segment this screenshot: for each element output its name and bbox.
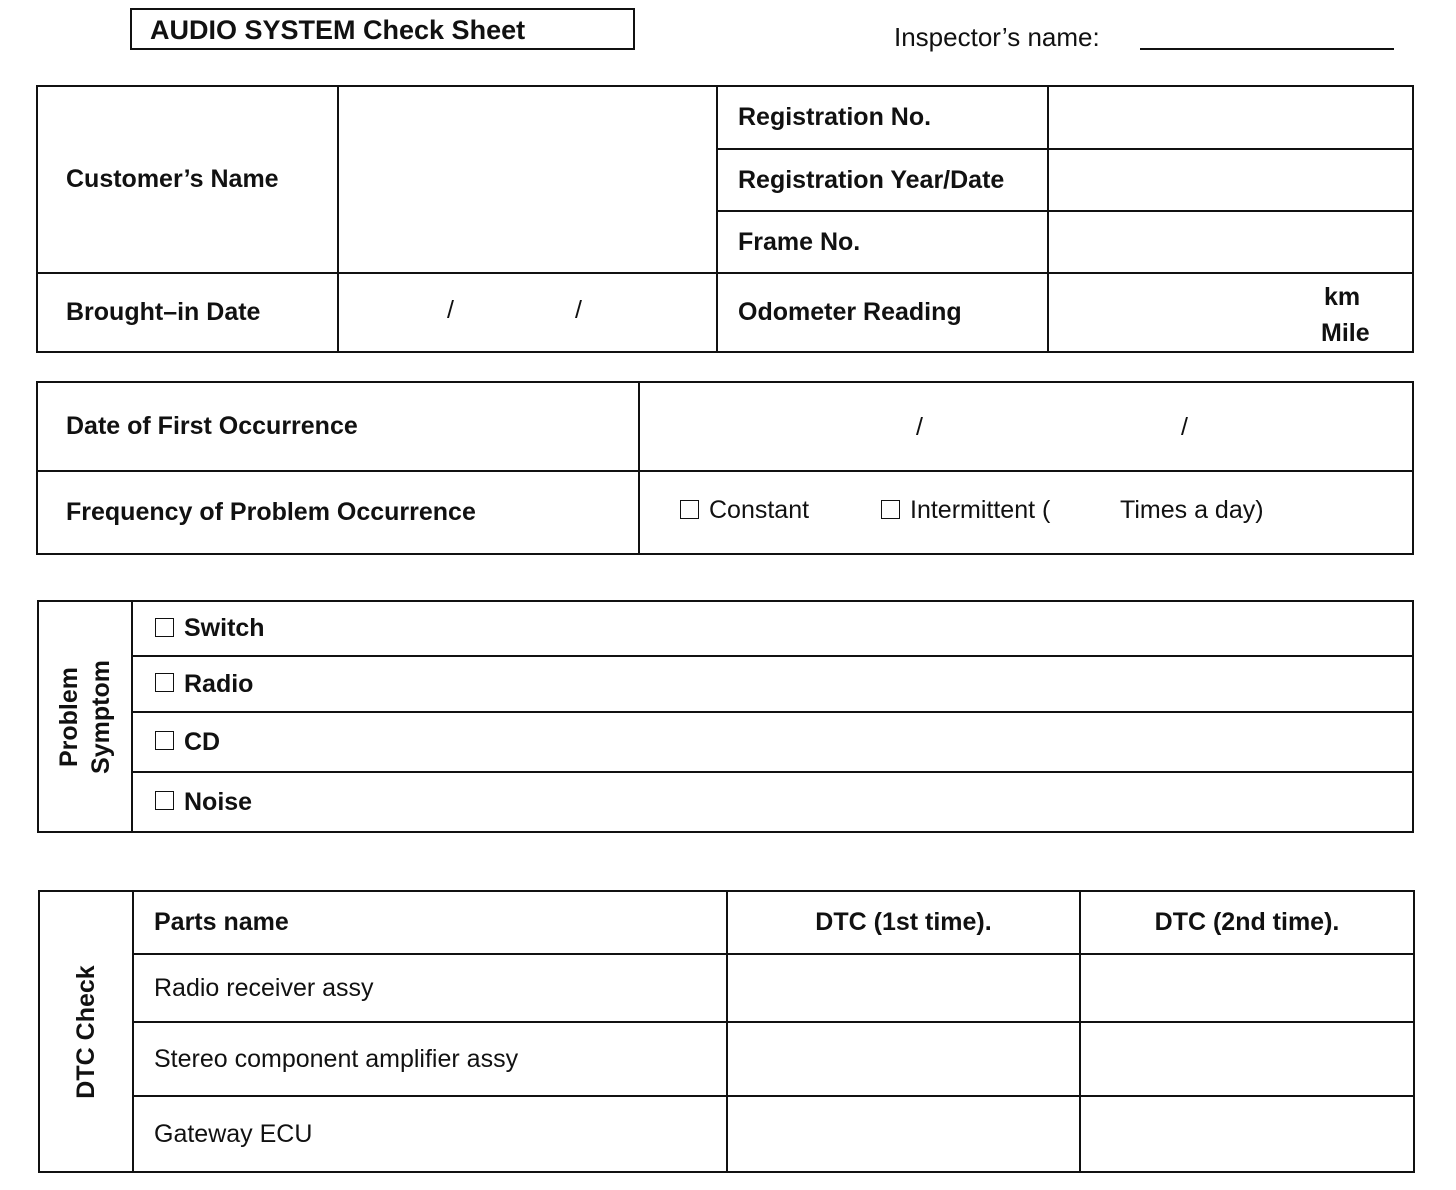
col-header-parts: Parts name (133, 891, 727, 954)
dtc1-field[interactable] (727, 1022, 1080, 1096)
symptom-label: Noise (184, 787, 253, 816)
dtc-check-label: DTC Check (72, 964, 100, 1099)
frame-no-field[interactable] (1048, 211, 1413, 273)
registration-no-field[interactable] (1048, 86, 1413, 149)
part-name-cell: Gateway ECU (133, 1096, 727, 1172)
sheet-title: AUDIO SYSTEM Check Sheet (130, 8, 635, 50)
dtc-check-table (38, 890, 1415, 1173)
intermittent-option[interactable] (881, 496, 1050, 525)
symptom-label: Switch (184, 614, 265, 642)
registration-year-field[interactable] (1048, 149, 1413, 211)
intermittent-label: Intermittent ( (910, 496, 1051, 524)
noise-checkbox[interactable] (155, 791, 174, 810)
registration-year-label: Registration Year/Date (717, 149, 1048, 211)
table-row (39, 1022, 1414, 1096)
customer-name-field[interactable] (338, 86, 717, 273)
section-label-line2: Symptom (87, 659, 115, 774)
dtc2-field[interactable] (1080, 954, 1414, 1022)
constant-label: Constant (709, 496, 810, 524)
date-separator: / (447, 296, 454, 324)
table-row (39, 954, 1414, 1022)
dtc1-field[interactable] (727, 954, 1080, 1022)
problem-symptom-section (38, 601, 132, 832)
constant-checkbox[interactable] (680, 500, 699, 519)
customer-name-label: Customer’s Name (37, 86, 338, 273)
date-separator: / (1181, 413, 1188, 441)
odometer-label: Odometer Reading (717, 273, 1048, 352)
switch-checkbox[interactable] (155, 618, 174, 637)
section-label-line1: Problem (55, 666, 83, 767)
symptom-item-radio[interactable] (132, 656, 1413, 712)
frequency-label: Frequency of Problem Occurrence (37, 471, 639, 554)
table-row (39, 1096, 1414, 1172)
occurrence-table (36, 381, 1414, 555)
odometer-field[interactable] (1048, 273, 1413, 352)
radio-checkbox[interactable] (155, 673, 174, 692)
times-a-day-label: Times a day) (1120, 496, 1264, 524)
dtc-check-section (39, 891, 133, 1172)
dtc2-field[interactable] (1080, 1022, 1414, 1096)
inspector-name-field[interactable] (1140, 48, 1394, 50)
symptom-label: Radio (184, 669, 254, 698)
symptom-item-switch[interactable] (132, 601, 1413, 656)
inspector-name-label: Inspector’s name: (894, 22, 1100, 52)
date-separator: / (916, 413, 923, 441)
date-separator: / (575, 296, 582, 324)
dtc1-field[interactable] (727, 1096, 1080, 1172)
customer-info-table (36, 85, 1414, 353)
frame-no-label: Frame No. (717, 211, 1048, 273)
first-occurrence-field[interactable] (639, 382, 1413, 471)
unit-km: km (1324, 283, 1361, 311)
brought-in-date-label: Brought–in Date (37, 273, 338, 352)
symptom-item-cd[interactable] (132, 712, 1413, 772)
part-name-cell: Stereo component amplifier assy (133, 1022, 727, 1096)
symptom-label: CD (184, 727, 221, 756)
cd-checkbox[interactable] (155, 731, 174, 750)
intermittent-checkbox[interactable] (881, 500, 900, 519)
registration-no-label: Registration No. (717, 86, 1048, 149)
first-occurrence-label: Date of First Occurrence (37, 382, 639, 471)
brought-in-date-field[interactable] (338, 273, 717, 352)
col-header-dtc2: DTC (2nd time). (1080, 891, 1414, 954)
symptom-item-noise[interactable] (132, 772, 1413, 832)
unit-mile: Mile (1321, 319, 1370, 347)
part-name-cell: Radio receiver assy (133, 954, 727, 1022)
dtc2-field[interactable] (1080, 1096, 1414, 1172)
col-header-dtc1: DTC (1st time). (727, 891, 1080, 954)
constant-option[interactable] (680, 496, 809, 525)
problem-symptom-table (37, 600, 1414, 833)
